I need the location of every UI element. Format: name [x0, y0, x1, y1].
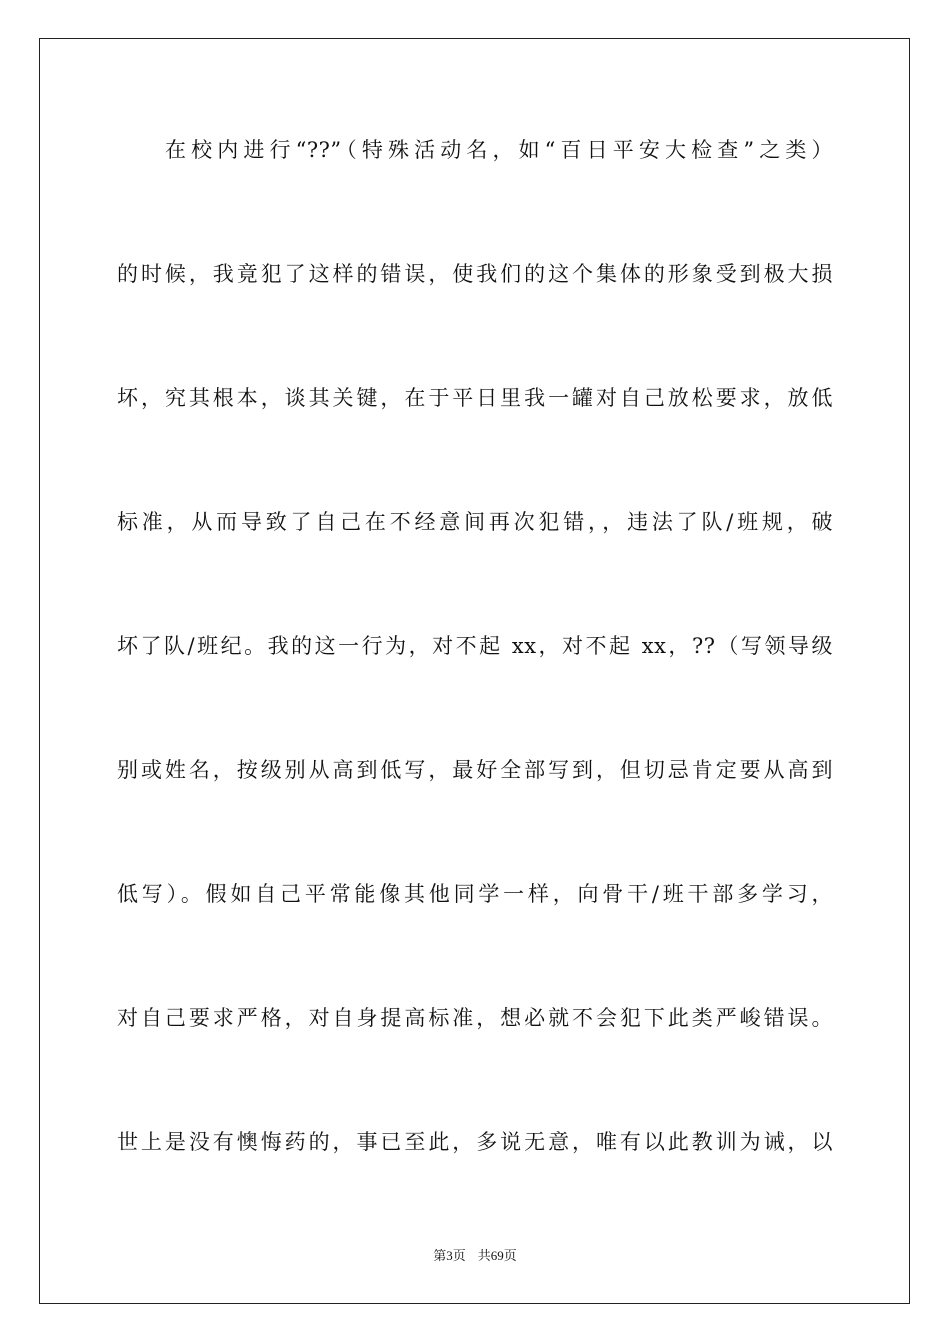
paragraph-line: 的时候，我竟犯了这样的错误，使我们的这个集体的形象受到极大损: [117, 262, 833, 286]
paragraph-line: 世上是没有懊悔药的，事已至此，多说无意，唯有以此教训为诫，以: [117, 1130, 833, 1154]
paragraph-line: 别或姓名，按级别从高到低写，最好全部写到，但切忌肯定要从高到: [117, 758, 833, 782]
paragraph-line: 坏了队/班纪。我的这一行为，对不起 xx，对不起 xx，??（写领导级: [117, 634, 833, 658]
page-total: 共69页: [477, 1248, 517, 1263]
paragraph-line: 低写）。假如自己平常能像其他同学一样，向骨干/班干部多学习，: [117, 882, 833, 906]
page-number: 第3页: [433, 1248, 466, 1263]
paragraph-line: 在校内进行“??”（特殊活动名，如“百日平安大检查”之类）: [165, 138, 833, 162]
paragraph-line: 坏，究其根本，谈其关键，在于平日里我一罐对自己放松要求，放低: [117, 386, 833, 410]
page-footer: [0, 1247, 950, 1265]
paragraph-line: 标准，从而导致了自己在不经意间再次犯错，，违法了队/班规，破: [117, 510, 833, 534]
page-border: [39, 38, 910, 1304]
paragraph-line: 对自己要求严格，对自身提高标准，想必就不会犯下此类严峻错误。: [117, 1006, 833, 1030]
